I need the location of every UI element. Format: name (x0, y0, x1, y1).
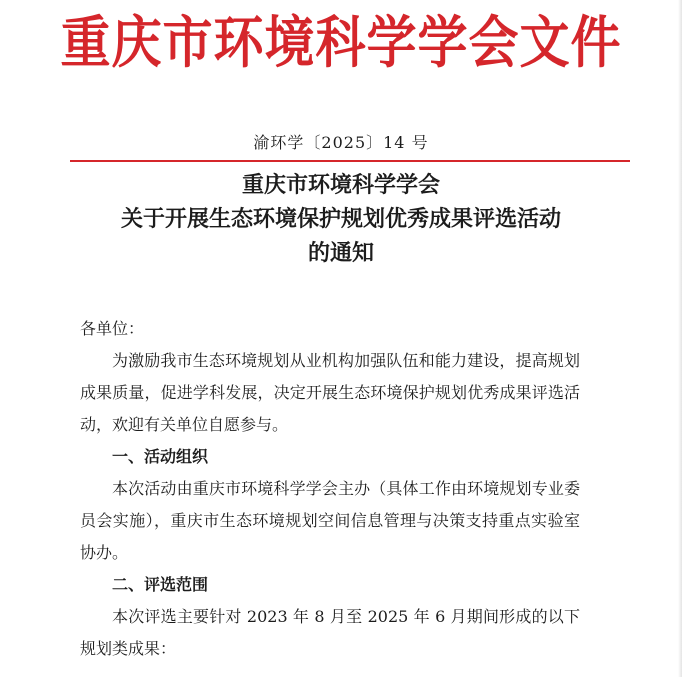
scope-paragraph: 本次评选主要针对 2023 年 8 月至 2025 年 6 月期间形成的以下规划类成果： (80, 607, 580, 658)
document-number: 渝环学〔2025〕14 号 (253, 133, 429, 152)
title-line-3: 的通知 (307, 240, 374, 266)
title-line-2: 关于开展生态环境保护规划优秀成果评选活动 (120, 206, 561, 232)
section-heading-organization: 一、活动组织 (112, 447, 209, 466)
document-body (80, 313, 580, 665)
intro-paragraph: 为激励我市生态环境规划从业机构加强队伍和能力建设，提高规划成果质量，促进学科发展，决定开展生态环境保护规划优秀成果评选活动，欢迎有关单位自愿参与。 (80, 351, 580, 434)
salutation: 各单位： (80, 319, 145, 338)
scan-edge-shadow (678, 0, 682, 677)
document-title (0, 168, 682, 270)
document-masthead: 重庆市环境科学学会文件 (60, 9, 622, 76)
red-divider-line (70, 160, 630, 162)
section-heading-scope: 二、评选范围 (112, 575, 209, 594)
title-line-1: 重庆市环境科学学会 (241, 172, 440, 198)
organization-paragraph: 本次活动由重庆市环境科学学会主办（具体工作由环境规划专业委员会实施），重庆市生态环境规划空间信息管理与决策支持重点实验室协办。 (80, 479, 580, 562)
